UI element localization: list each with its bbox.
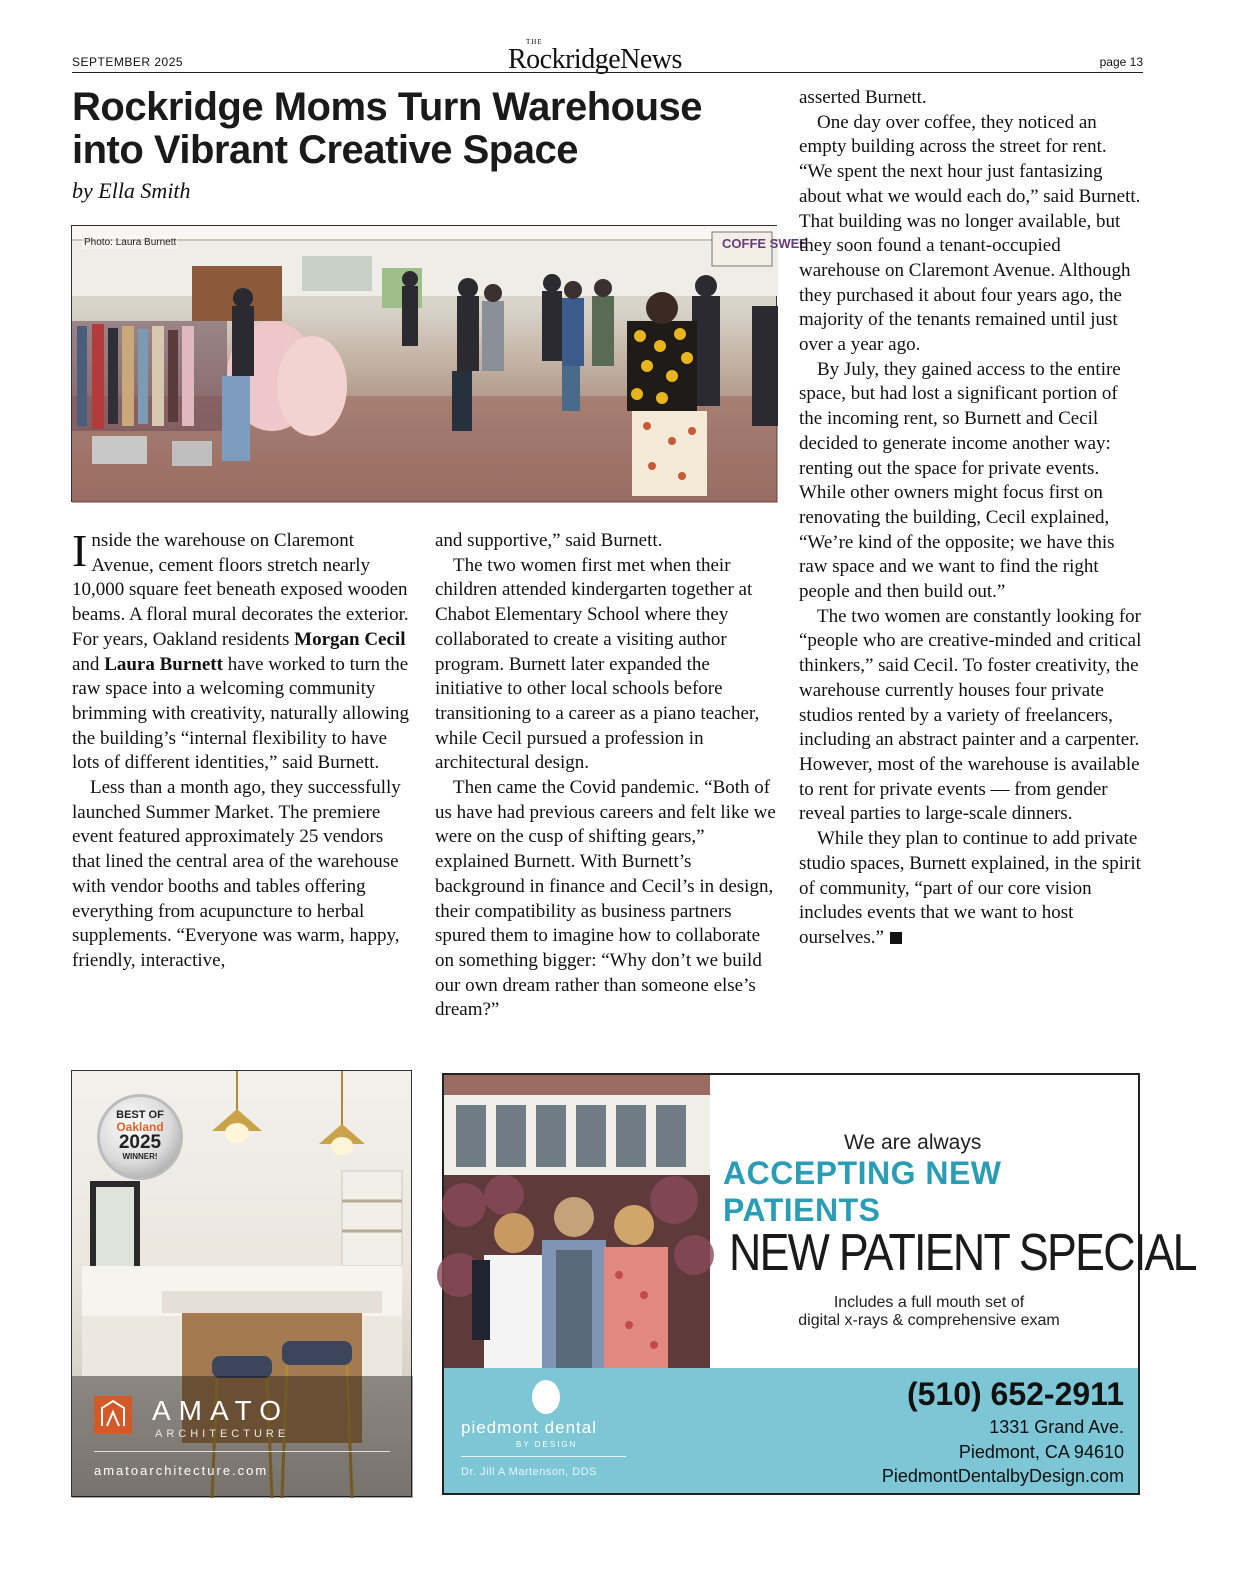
drop-cap: I [72,525,88,576]
best-of-oakland-badge [97,1094,183,1180]
header-rule [72,72,1143,73]
paragraph: By July, they gained access to the entire space, but had lost a significant portion of the incoming rent, so Burnett and Cecil decided to generate income another way: renting out the space for private events. While other owners might focus first on renovating the building, Cecil explained, “We’re kind of the opposite; we have this raw space and we want to find the right people and then build out.” [799,358,1121,603]
address-street: 1331 Grand Ave. [989,1417,1124,1437]
paragraph: The two women are constantly looking for “people who are creative-minded and critical thinkers,” said Cecil. To foster creativity, the warehouse currently houses four private studios rented by a variety of freelancers, including an abstract painter and a carpenter. However, most of the warehouse is available to rent for private events — from gender reveal parties to large-scale dinners. [799,605,1142,825]
piedmont-dental-ad[interactable] [442,1073,1196,1495]
amato-brand-subtitle: ARCHITECTURE [155,1428,290,1440]
badge-year: 2025 [118,1132,162,1153]
badge-city: Oakland [116,1120,164,1134]
dental-ad-photo [444,1075,710,1368]
doctor-name: Dr. Jill A Martenson, DDS [461,1466,597,1478]
dental-tagline: We are always [844,1131,982,1154]
paragraph-text: and [72,653,105,675]
dental-brand-subtitle: BY DESIGN [516,1440,578,1449]
warehouse-market-scene [72,226,808,503]
paragraph: Less than a month ago, they successfully launched Summer Market. The premiere event featured approximately 25 vendors that lined the central area of the warehouse with vendor booths and tables offering everything from acupuncture to herbal supplements. “Everyone was warm, happy, friendly, interactive, [72,777,401,971]
amato-architecture-ad[interactable] [71,1070,412,1497]
paragraph-text: While they plan to continue to add private studio spaces, Burnett explained, in the spirit of community, “part of our core vision includes events that we want to host ourselves.” [799,828,1141,948]
divider [94,1451,390,1452]
logo-text: RockridgeNews [508,44,682,75]
article-column-3 [799,86,1144,951]
paragraph: The two women first met when their children attended kindergarten together at Chabot Elementary School where they collaborated to create a visiting author program. Burnett later expanded the initiative to other local schools before transitioning to a career as a piano teacher, while Cecil pursued a profession in architectural design. [435,554,760,774]
dental-brand-name: piedmont dental [461,1418,597,1437]
article-photo [71,225,808,502]
page-number: page 13 [1099,55,1143,69]
person-name: Laura Burnett [104,653,223,675]
logo-prefix: THE [526,38,543,46]
amato-brand-name: AMATO [152,1395,289,1426]
paragraph: Then came the Covid pandemic. “Both of us have had previous careers and felt like we were on the cusp of shifting gears,” explained Burnett. With Burnett’s background in finance and Cecil’s in design, their compatibility as business partners spured them to imagine how to collaborate on something bigger: “Why don’t we build our own dream rather than someone else’s dream?” [435,777,776,1021]
description-line: Includes a full mouth set of [833,1294,1025,1311]
photo-credit: Photo: Laura Burnett [84,237,177,248]
badge-line: BEST OF [116,1109,164,1121]
divider [461,1456,626,1457]
paragraph [799,827,1144,951]
paragraph: asserted Burnett. [799,87,927,108]
dental-headline: ACCEPTING NEW PATIENTS [723,1155,1002,1228]
dental-website-link[interactable]: PiedmontDentalbyDesign.com [881,1466,1124,1486]
new-patient-special: NEW PATIENT SPECIAL [729,1224,1196,1282]
amato-website-link[interactable]: amatoarchitecture.com [94,1463,269,1478]
amato-logo-icon [94,1396,132,1434]
badge-winner: WINNER! [122,1152,158,1161]
paragraph: One day over coffee, they noticed an empty building across the street for rent. “We spent the next hour just fantasizing about what we would each do,” said Burnett. That building was no longer available, but they soon found a tenant-occupied warehouse on Claremont Avenue. Although they purchased it about four years ago, the majority of the tenants remained until just over a year ago. [799,111,1141,356]
paragraph: and supportive,” said Burnett. [435,530,663,551]
coffee-sign: COFFE SWEE [722,236,808,251]
end-mark-icon [890,932,902,944]
person-name: Morgan Cecil [294,628,406,650]
article-column-1 [72,525,412,974]
tooth-leaf-icon [532,1380,560,1414]
article-column-2 [435,529,780,1023]
paragraph-text: have worked to turn the raw space into a welcoming community brimming with creativity, naturally allowing the building’s “internal flexibility to have lots of different identities,” said Burnett. [72,653,409,774]
description-line: digital x-rays & comprehensive exam [798,1312,1060,1329]
three-women-photo [444,1075,710,1368]
paragraph [72,525,412,776]
address-city: Piedmont, CA 94610 [958,1442,1124,1462]
article-byline: by Ella Smith [72,178,191,203]
phone-number[interactable]: (510) 652-2911 [906,1376,1124,1412]
paragraph-text: nside the warehouse on Claremont Avenue, cement floors stretch nearly 10,000 square feet beneath exposed wooden beams. A floral mural decorates the exterior. For years, Oakland residents [72,530,409,650]
article-headline: Rockridge Moms Turn Warehouse into Vibrant Creative Space [72,85,703,172]
issue-date: SEPTEMBER 2025 [72,55,184,69]
dental-contact-band [444,1368,1138,1493]
special-description [744,1294,1114,1330]
